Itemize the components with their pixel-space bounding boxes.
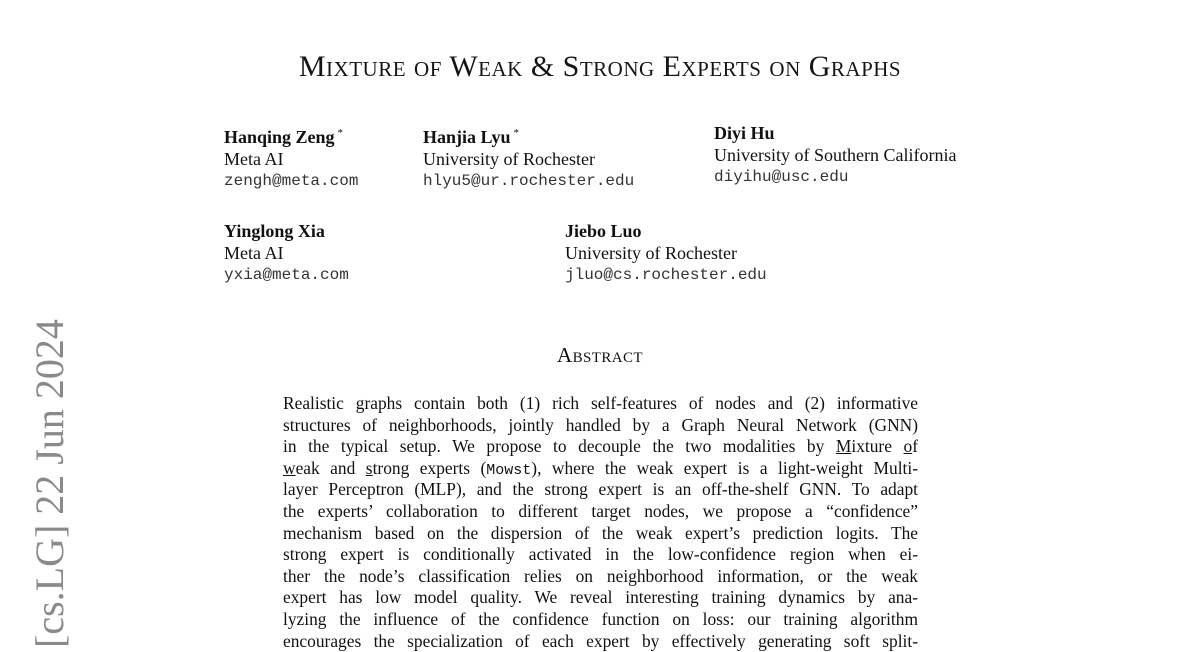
abstract-line: structures of neighborhoods, jointly handled by a Graph Neural Network (GNN) [283,414,918,435]
abstract-line: weak and strong experts (Mowst), where the weak expert is a light-weight Multi- [283,457,918,479]
author-block-hu [714,122,956,188]
author-affiliation: University of Southern California [714,145,957,165]
abstract-line: ther the node’s classification relies on neighborhood information, or the weak [283,565,918,586]
abstract-line: lyzing the influence of the confidence function on loss: our training algorithm [283,608,918,629]
author-affiliation: Meta AI [224,243,284,263]
abstract-body [283,393,918,652]
abstract-line: mechanism based on the dispersion of the weak expert’s prediction logits. The [283,522,918,543]
author-email[interactable]: jluo@cs.rochester.edu [565,266,767,284]
author-name: Hanjia Lyu * [423,127,520,147]
abstract-line: layer Perceptron (MLP), and the strong expert is an off-the-shelf GNN. To adapt [283,479,918,500]
author-email[interactable]: zengh@meta.com [224,172,359,190]
author-name: Jiebo Luo [565,221,642,241]
abstract-line: in the typical setup. We propose to decouple the two modalities by Mixture of [283,436,918,457]
author-name: Hanqing Zeng * [224,127,344,147]
author-email[interactable]: yxia@meta.com [224,266,349,284]
author-email[interactable]: diyihu@usc.edu [714,168,849,186]
paper-title: Mixture of Weak & Strong Experts on Graphs [298,50,902,83]
author-block-xia [224,220,349,286]
author-block-lyu [423,122,634,192]
author-affiliation: University of Rochester [423,149,595,169]
author-block-luo [565,220,767,286]
author-affiliation: Meta AI [224,149,284,169]
abstract-heading: Abstract [557,343,643,367]
abstract-line: Realistic graphs contain both (1) rich self-features of nodes and (2) informative [283,393,918,413]
abstract-line: the experts’ collaboration to different target nodes, we propose a “confidence” [283,500,918,521]
author-affiliation: University of Rochester [565,243,737,263]
author-email[interactable]: hlyu5@ur.rochester.edu [423,172,635,190]
author-block-zeng [224,122,358,192]
abstract-line: strong expert is conditionally activated in the low-confidence region when ei- [283,544,918,565]
abstract-line: encourages the specialization of each expert by effectively generating soft split- [283,630,918,651]
author-name: Diyi Hu [714,123,775,143]
arxiv-identifier-stamp: [cs.LG] 22 Jun 2024 [27,319,72,648]
author-name: Yinglong Xia [224,221,325,241]
abstract-line: expert has low model quality. We reveal interesting training dynamics by ana- [283,587,918,608]
